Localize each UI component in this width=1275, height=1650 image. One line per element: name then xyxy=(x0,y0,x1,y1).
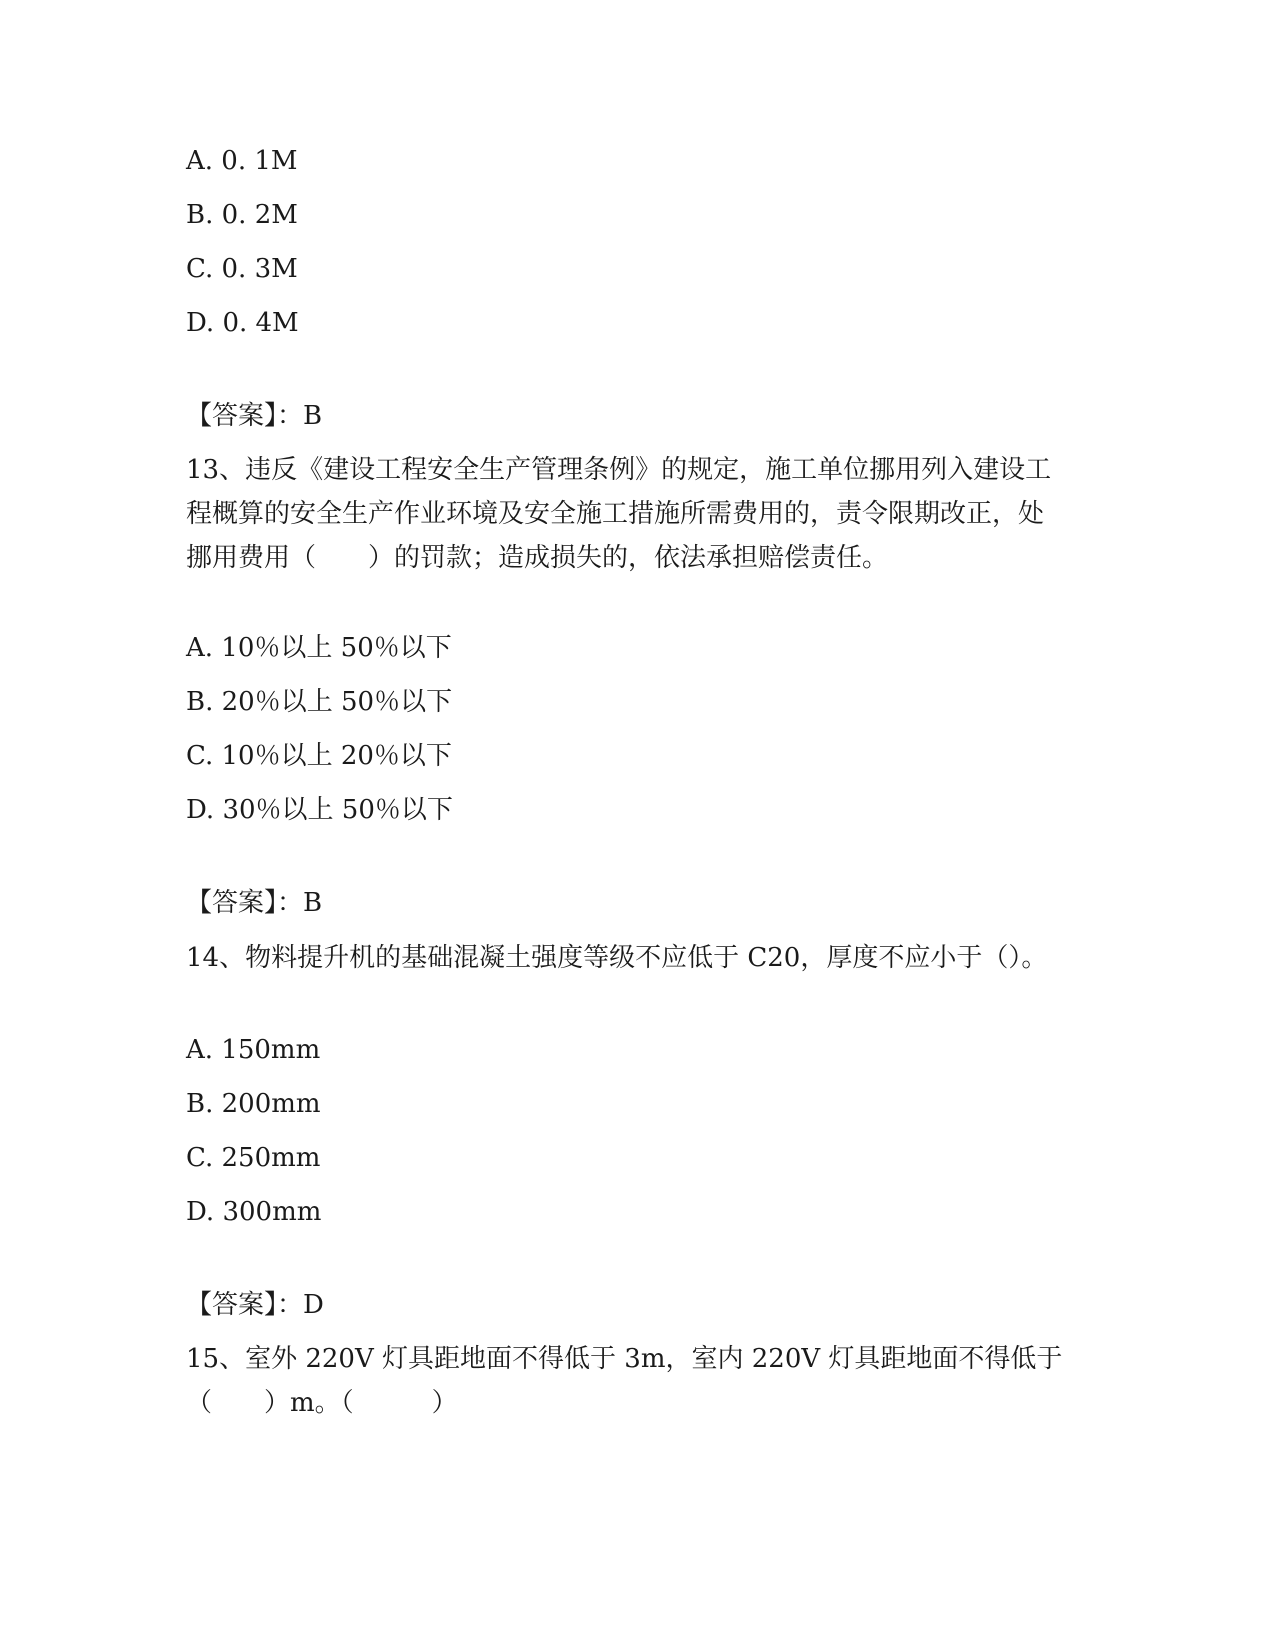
q12-option-d: D. 0. 4M xyxy=(186,308,299,338)
q12-option-a: A. 0. 1M xyxy=(186,146,298,176)
q14-option-a: A. 150mm xyxy=(186,1035,321,1065)
q13-answer: 【答案】：B xyxy=(186,888,323,918)
q13-question: 13、违反《建设工程安全生产管理条例》的规定，施工单位挪用列入建设工程概算的安全生产作业环境及安全施工措施所需费用的，责令限期改正，处挪用费用（ ）的罚款；造成损失的，依法承担赔偿责任。 xyxy=(186,455,1052,573)
q14-option-d: D. 300mm xyxy=(186,1197,322,1227)
q13-option-b: B. 20％以上 50％以下 xyxy=(186,687,453,717)
q14-answer: 【答案】：D xyxy=(186,1290,324,1320)
q13-option-d: D. 30％以上 50％以下 xyxy=(186,795,453,825)
q12-answer: 【答案】：B xyxy=(186,401,323,431)
q13-option-a: A. 10％以上 50％以下 xyxy=(186,633,452,663)
q12-option-b: B. 0. 2M xyxy=(186,200,298,230)
q14-option-b: B. 200mm xyxy=(186,1089,321,1119)
q14-option-c: C. 250mm xyxy=(186,1143,321,1173)
q12-option-c: C. 0. 3M xyxy=(186,254,298,284)
q14-question: 14、物料提升机的基础混凝土强度等级不应低于 C20，厚度不应小于（）。 xyxy=(186,943,1048,973)
q15-question: 15、室外 220V 灯具距地面不得低于 3m，室内 220V 灯具距地面不得低于（ ）m。（ ） xyxy=(186,1344,1063,1418)
q13-option-c: C. 10％以上 20％以下 xyxy=(186,741,452,771)
